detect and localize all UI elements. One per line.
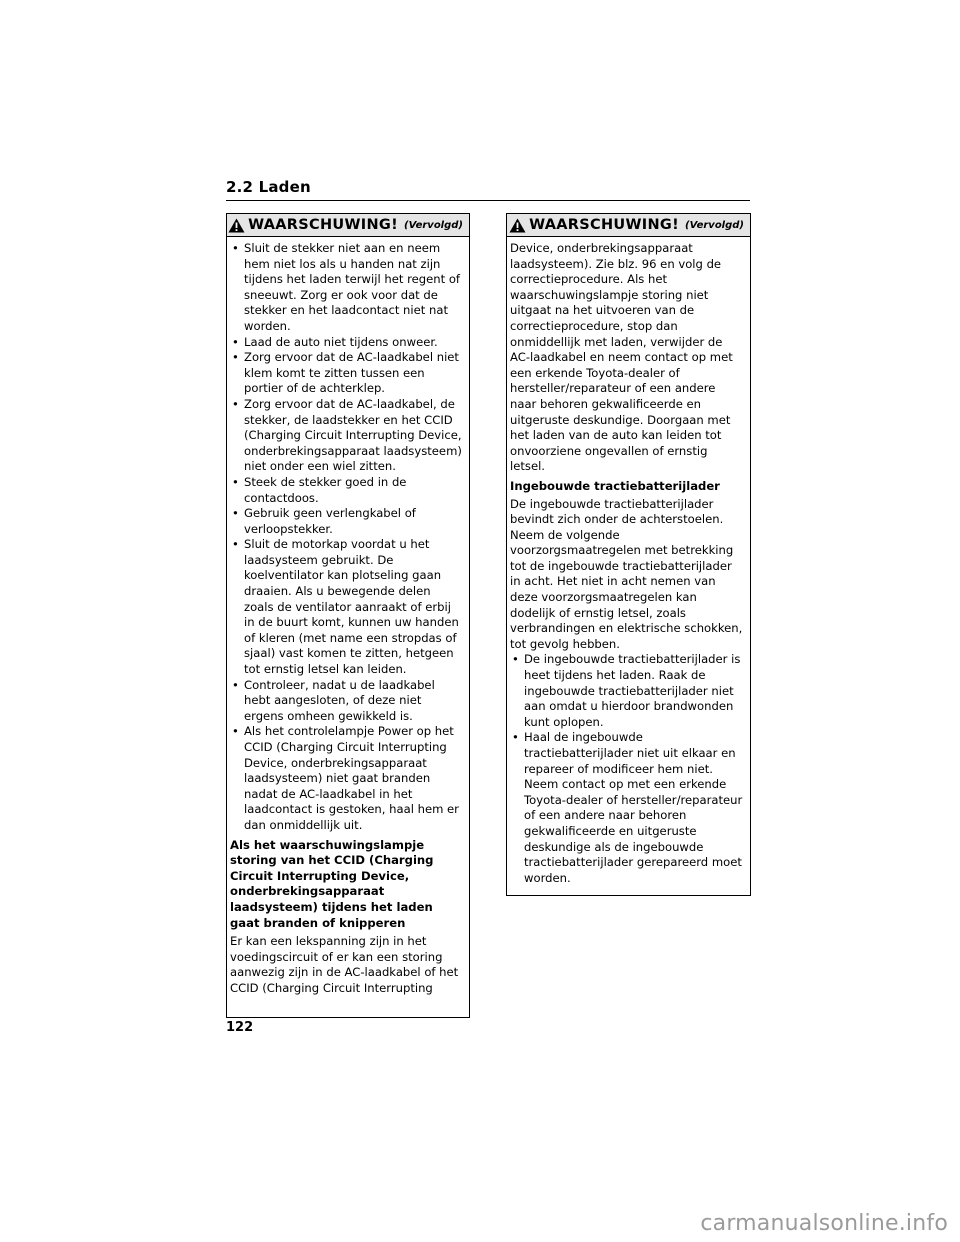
list-item: • Gebruik geen verlengkabel of verloopstekker. xyxy=(230,506,463,537)
paragraph: Device, onderbrekingsapparaat laadsysteem). Zie blz. 96 en volg de correctieprocedure. Als het waarschuwingslampje storing niet uitgaat na het uitvoeren van de correctieprocedure, stop dan onmiddellijk met laden, verwijder de AC-laadkabel en neem contact op met een erkende Toyota-dealer of hersteller/reparateur of een andere naar behoren gekwalificeerde en uitgeruste deskundige. Doorgaan met het laden van de auto kan leiden tot onvoorziene ongevallen of ernstig letsel. xyxy=(510,241,733,474)
list-item: • De ingebouwde tractiebatterijlader is heet tijdens het laden. Raak de ingebouwde tractiebatterijlader niet aan omdat u hierdoor brandwonden kunt oplopen. xyxy=(510,652,744,730)
warning-continued-label: (Vervolgd) xyxy=(685,219,744,231)
warning-bullet-list xyxy=(230,241,463,834)
list-item: • Haal de ingebouwde tractiebatterijlader niet uit elkaar en repareer of modificeer hem niet. Neem contact op met een erkende Toyota-dealer of hersteller/reparateur of een andere naar behoren gekwalificeerde en uitgeruste deskundige als de ingebouwde tractiebatterijlader gerepareerd moet worden. xyxy=(510,730,744,886)
paragraph: De ingebouwde tractiebatterijlader bevindt zich onder de achterstoelen. Neem de volgende voorzorgsmaatregelen met betrekking tot de ingebouwde tractiebatterijlader in acht. Het niet in acht nemen van deze voorzorgsmaatregelen kan dodelijk of ernstig letsel, zoals verbrandingen en elektrische schokken, tot gevolg hebben. xyxy=(510,496,743,651)
subheading: Ingebouwde tractiebatterijlader xyxy=(510,478,720,493)
warning-body xyxy=(507,237,750,886)
list-item: • Laad de auto niet tijdens onweer. xyxy=(230,335,463,351)
list-item: • Steek de stekker goed in de contactdoos. xyxy=(230,475,463,506)
page-number: 122 xyxy=(226,1020,254,1035)
warning-box-right xyxy=(506,213,751,896)
list-item: • Als het controlelampje Power op het CCID (Charging Circuit Interrupting Device, onderbrekingsapparaat laadsysteem) niet gaat branden nadat de AC-laadkabel in het laadcontact is gestoken, haal hem er dan onmiddellijk uit. xyxy=(230,724,463,833)
section-title: 2.2 Laden xyxy=(226,178,750,201)
list-item: • Zorg ervoor dat de AC-laadkabel, de stekker, de laadstekker en het CCID (Charging Circuit Interrupting Device, onderbrekingsapparaat laadsysteem) niet onder een wiel zitten. xyxy=(230,397,463,475)
warning-title: WAARSCHUWING! xyxy=(248,217,398,233)
warning-triangle-icon xyxy=(509,218,526,233)
list-item: • Sluit de stekker niet aan en neem hem niet los als u handen nat zijn tijdens het laden terwijl het regent of sneeuwt. Zorg er ook voor dat de stekker en het laadcontact niet nat worden. xyxy=(230,241,463,335)
warning-triangle-icon xyxy=(228,218,245,233)
paragraph: Er kan een lekspanning zijn in het voedingscircuit of er kan een storing aanwezig zijn in de AC-laadkabel of het CCID (Charging Circuit Interrupting xyxy=(230,934,459,995)
warning-header xyxy=(227,214,469,237)
warning-header xyxy=(507,214,750,237)
warning-title: WAARSCHUWING! xyxy=(529,217,679,233)
warning-continued-label: (Vervolgd) xyxy=(404,219,463,231)
watermark: carmanualsonline.info xyxy=(700,1211,948,1236)
list-item: • Sluit de motorkap voordat u het laadsysteem gebruikt. De koelventilator kan plotseling gaan draaien. Als u bewegende delen zoals de ventilator aanraakt of erbij in de buurt komt, kunnen uw handen of kleren (met name een stropdas of sjaal) vast komen te zitten, hetgeen tot ernstig letsel kan leiden. xyxy=(230,537,463,677)
list-item: • Zorg ervoor dat de AC-laadkabel niet klem komt te zitten tussen een portier of de achterklep. xyxy=(230,350,463,397)
subheading: Als het waarschuwingslampje storing van het CCID (Charging Circuit Interrupting Device, onderbrekingsapparaat laadsysteem) tijdens het laden gaat branden of knipperen xyxy=(230,837,434,930)
warning-box-left xyxy=(226,213,470,1018)
list-item: • Controleer, nadat u de laadkabel hebt aangesloten, of deze niet ergens omheen gewikkeld is. xyxy=(230,678,463,725)
warning-bullet-list xyxy=(510,652,744,886)
warning-body xyxy=(227,237,469,997)
